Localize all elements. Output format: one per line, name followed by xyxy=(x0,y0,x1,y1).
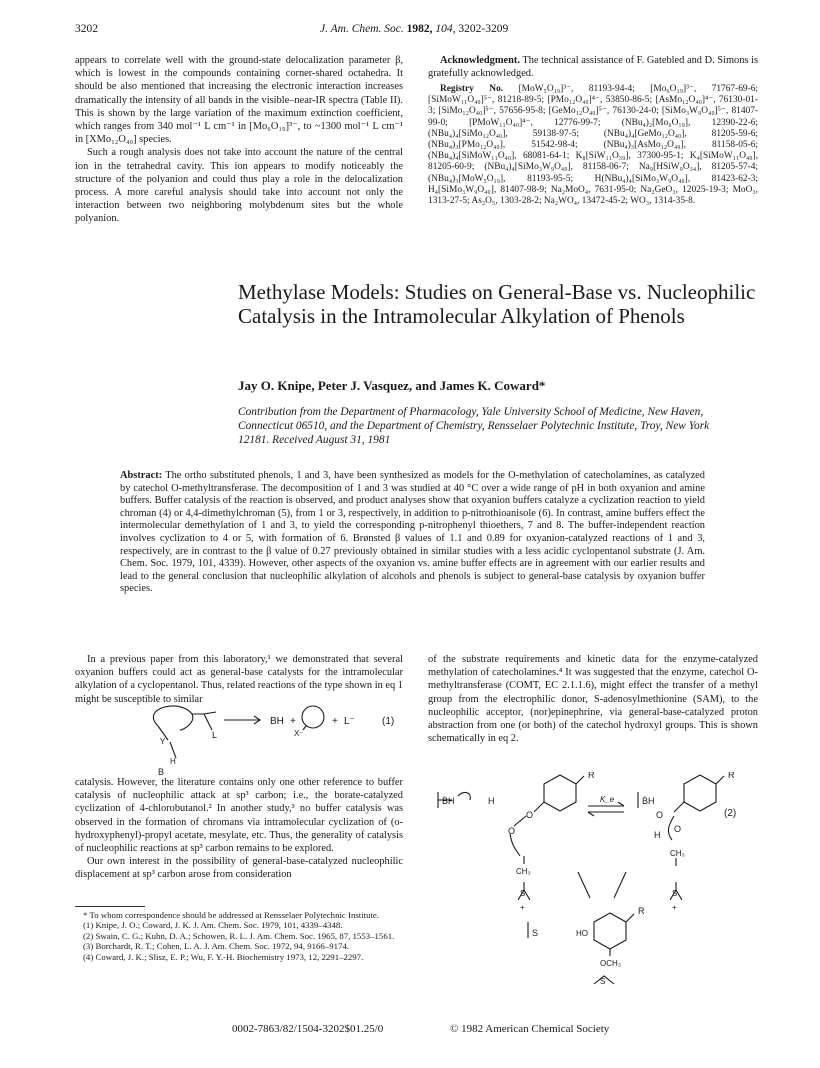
eq2-label: S xyxy=(672,889,678,898)
page-number: 3202 xyxy=(75,23,98,35)
eq2-label: K_e xyxy=(600,795,615,804)
footnote: (4) Coward, J. K.; Slisz, E. P.; Wu, F. Y.-H. Biochemistry 1973, 12, 2291–2297. xyxy=(83,951,364,962)
equation-1 xyxy=(120,700,410,775)
eq2-label: OCH₃ xyxy=(600,959,622,968)
acknowledgment-section xyxy=(428,54,758,80)
bond xyxy=(204,712,216,714)
bond xyxy=(674,802,684,812)
eq2-label: H xyxy=(654,830,661,840)
bond xyxy=(192,714,212,730)
bond xyxy=(716,776,724,784)
paragraph: of the substrate requirements and kinetic data for the enzyme-catalyzed methylation of catecholamines.⁴ It was suggested that the enzyme, catechol O-methyltransferase (COMT, EC 2.1.1.6), might effect the transfer of a methyl group from the electrophilic donor, S-adenosylmethionine (SAM), to the nucleophilic acceptor, (nor)epinephrine, via general-base-catalyzed proton abstraction from one (or both) of the catechol hydroxyl groups. This is shown schematically in eq 2. xyxy=(428,654,758,745)
paragraph: In a previous paper from this laboratory,¹ we demonstrated that several oxyanion buffers could act as general-base catalysts for the intramolecular alkylation of a cyclopentanol. Thus, related reactions of the type shown in eq 1 might be susceptible to similar xyxy=(75,654,403,705)
eq1-label: + xyxy=(290,716,296,727)
eq2-label: CH₃ xyxy=(670,849,685,858)
footer-copyright: © 1982 American Chemical Society xyxy=(450,1023,610,1035)
abstract-label: Abstract: xyxy=(120,470,163,481)
eq2-label: O xyxy=(656,810,664,820)
eq2-label: ḂH xyxy=(642,796,655,806)
eq1-label: B xyxy=(158,767,165,775)
eq2-label: O xyxy=(674,824,682,834)
acknowledgment-text: The technical assistance of F. Gatebled and D. Simons is gratefully acknowledged. xyxy=(428,55,759,80)
registry-section xyxy=(428,84,758,207)
bond xyxy=(626,914,634,922)
eq1-label: X⁻ xyxy=(294,729,304,738)
footnote: (2) Swain, C. G.; Kuhn, D. A.; Schowen, R. L. J. Am. Chem. Soc. 1965, 87, 1553–1561. xyxy=(83,930,395,941)
eq2-label: S xyxy=(600,977,606,986)
registry-text: [MoW₅O₁₉]³⁻, 81193-94-4; [Mo₆O₁₉]³⁻, 71767-69-6; [SiMoW₁₁O₄₀]⁵⁻, 81218-89-5; [PMo₁₂O₄₀]⁴⁻, 53850-86-5; [AsMo₁₂O₄₀]⁴⁻, 76130-01-3; [SiMo₁₂O₄₀]⁵⁻, 57656-95-8; [GeMo₁₂O₄₀]⁵⁻, 76130-24-0; [SiMo₃W₉O₄₀]⁵⁻, 81407-99-0; [PMoW₁₁O₄₀]⁴⁻, 12776-99-7; (NBu₄)₂[Mo₆O₁₉], 12390-22-6; (NBu₄)₄[SiMo₁₂O₄₀], 59138-97-5; (NBu₄)₄[GeMo₁₂O₄₀], 81205-59-6; (NBu₄)₃[PMo₁₂O₄₀], 51542-98-4; (NBu₄)₃[AsMo₁₂O₄₀], 81158-05-6; (NBu₄)₄[SiMoW₁₁O₄₀], 68081-64-1; K₈[SiW₁₁O₃₉], 37300-95-1; K₄[SiMoW₁₁O₄₀], 81205-60-9; (NBu₄)₄[SiMo₃W₉O₄₀], 81158-06-7; Na₉[HSiW₉O₃₄], 81205-57-4; (NBu₄)₃[MoW₅O₁₉], 81193-95-5; H(NBu₄)₄[SiMo₃W₉O₄₀], 81423-62-3; H₄[SiMo₃W₉O₄₀], 81407-98-9; Na₂MoO₄, 7631-95-0; Na₂GeO₃, 12025-19-3; MoO₃, 1313-27-5; As₂O₅, 1303-28-2; Na₂WO₄, 13472-45-2; WO₃, 1314-35-8. xyxy=(428,84,759,207)
curved-arrow xyxy=(510,834,520,856)
abstract-text: The ortho substituted phenols, 1 and 3, have been synthesized as models for the O-methylation of catecholamines, as catalyzed by catechol O-methyltransferase. The decomposition of 1 and 3 was studied at 40 °C over a wide range of pH in both oxyanion and amine buffers. Buffer catalysis of the reaction is observed, and product analyses show that oxyanion buffers catalyze a cyclization reaction to yield chroman (4) or 4,4-dimethylchroman (5), from 1 or 3, respectively, in addition to p-nitrothioanisole (6). In contrast, amine buffers effect the intermolecular demethylation of 1 and 3, to yield the corresponding p-nitrophenyl thioethers, 7 and 8. The buffer-independent reaction involves cyclization to 4 or 5, with formation of 6. Brønsted β values of 1.1 and 0.89 for oxyanion-catalyzed reactions of 1 and 3, respectively, are in contrast to the β value of 0.27 previously obtained in similar studies with a less acidic cyclopentanol substrate (J. Am. Chem. Soc. 1979, 101, 4339). However, other aspects of the oxyanion vs. amine buffer effects are in agreement with our earlier results and lead to the general conclusion that nucleophilic alkylation of alcohols and phenols is subject to general-base catalysis by oxyanion buffer species. xyxy=(120,470,705,595)
equation-number: (1) xyxy=(382,716,395,727)
eq1-label: + xyxy=(332,716,338,727)
eq1-label: L xyxy=(212,730,218,740)
footnote: * To whom correspondence should be addressed at Rensselaer Polytechnic Institute. xyxy=(83,910,380,920)
paragraph: catalysis. However, the literature contains only one other reference to buffer catalysis of nucleophilic attack at sp³ carbon; i.e., the borate-catalyzed cyclization of 4-chlorobutanol.² In another study,³ no buffer catalysis was observed in the formation of chromans via intramolecular cyclization of (o-hydroxyphenyl)-propyl acetate, mesylate, etc. Thus, the generality of catalysis of nucleophilic reactions at sp³ carbon remains to be explored. xyxy=(75,777,403,855)
curved-arrow xyxy=(458,793,470,800)
eq2-label: + xyxy=(672,903,677,912)
paragraph: appears to correlate well with the ground-state delocalization parameter β, which is lowest in the compounds containing corner-shared octahedra. It should be also mentioned that increasing the electronic interaction increases dramatically the intensity of all bands in the visible–near-IR spectra (Table II). This is shown by the large variation of the maximum extinction coefficient, which ranges from 340 mol⁻¹ L cm⁻¹ in [Mo₆O₁₉]³⁻, to ~1300 mol⁻¹ L cm⁻¹ in [XMo₁₂O₄₀] species. xyxy=(75,55,403,146)
equation-2 xyxy=(428,772,758,998)
footnote: (3) Borchardt, R. T.; Cohen, L. A. J. Am. Chem. Soc. 1972, 94, 9166–9174. xyxy=(83,941,350,952)
eq1-label: L⁻ xyxy=(344,716,355,727)
journal-name: J. Am. Chem. Soc. xyxy=(320,23,404,35)
eq2-label: O xyxy=(508,826,516,836)
bond xyxy=(576,776,584,784)
benzene-ring xyxy=(544,775,576,811)
product-arrow xyxy=(578,872,590,898)
running-header xyxy=(320,23,508,35)
body-left-para1 xyxy=(75,653,403,706)
arrow-head xyxy=(618,802,624,806)
eq2-label: HO xyxy=(576,929,588,938)
equation-number: (2) xyxy=(724,808,737,819)
body-left-para2 xyxy=(75,776,403,882)
journal-volume: 104, xyxy=(435,23,456,35)
previous-article-text xyxy=(75,54,403,226)
eq2-label: + xyxy=(520,903,525,912)
ring-circle xyxy=(302,706,324,728)
eq2-label: ḂH xyxy=(442,796,455,806)
eq2-label: R xyxy=(588,772,595,780)
benzene-ring xyxy=(594,913,626,949)
footnote: (1) Knipe, J. O.; Coward, J. K. J. Am. Chem. Soc. 1979, 101, 4339–4348. xyxy=(83,920,343,931)
journal-pages: 3202-3209 xyxy=(458,23,509,35)
paragraph: Such a rough analysis does not take into account the nature of the central ion in the tetrahedral cavity. This ion appears to modify noticeably the structure of the polyanion and could thus play a role in the delocalization process. A more careful analysis should take into account not only the interaction between two neighboring molybdenum sites but the whole polyanion. xyxy=(75,147,403,225)
eq2-label: H xyxy=(488,796,495,806)
article-authors: Jay O. Knipe, Peter J. Vasquez, and James K. Coward* xyxy=(238,378,546,393)
bond xyxy=(534,802,544,812)
eq2-label: CH₃ xyxy=(516,867,531,876)
footer-code: 0002-7863/82/1504-3202$01.25/0 xyxy=(232,1023,384,1035)
eq2-label: S xyxy=(532,928,539,938)
article-title: Methylase Models: Studies on General-Base vs. Nucleophilic Catalysis in the Intramolecular Alkylation of Phenols xyxy=(238,280,756,328)
journal-year: 1982, xyxy=(406,23,433,35)
acknowledgment-label: Acknowledgment. xyxy=(440,55,520,66)
eq1-label: H xyxy=(170,757,176,766)
paragraph: Our own interest in the possibility of general-base-catalyzed nucleophilic displacement at sp³ carbon arose from consideration xyxy=(75,856,403,881)
bond xyxy=(514,816,526,826)
eq2-label: O xyxy=(526,810,534,820)
eq1-label: Y xyxy=(160,737,166,746)
registry-label: Registry No. xyxy=(440,84,504,94)
eq1-label: BH xyxy=(270,716,284,727)
eq2-label: R xyxy=(638,906,645,916)
eq2-label: S xyxy=(520,889,526,898)
footnote-rule xyxy=(75,906,145,907)
arrow-head xyxy=(588,812,594,816)
body-right-para1 xyxy=(428,653,758,745)
footnotes xyxy=(75,910,400,962)
eq2-label: R xyxy=(728,772,735,780)
contribution-statement: Contribution from the Department of Pharmacology, Yale University School of Medicine, New Haven, Connecticut 06510, and the Department of Chemistry, Rensselaer Polytechnic Institute, Troy, New York 12181. Received August 31, 1981 xyxy=(238,406,710,446)
product-arrow xyxy=(614,872,626,898)
ring-arc xyxy=(153,706,192,730)
bond xyxy=(170,742,176,758)
abstract xyxy=(120,470,705,596)
benzene-ring xyxy=(684,775,716,811)
